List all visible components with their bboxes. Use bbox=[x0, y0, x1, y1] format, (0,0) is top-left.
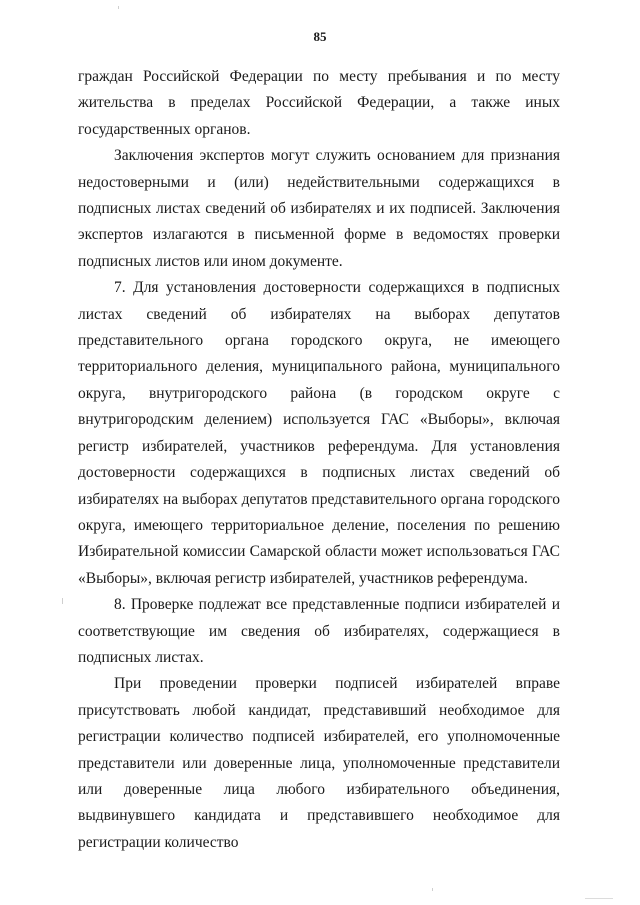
paragraph-verification-attendance: При проведении проверки подписей избирателей вправе присутствовать любой кандидат, представивший необходимое для регистрации количество подписей избирателей, его уполномоченные представители или доверенные лица, уполномоченные представители или доверенные лица любого избирательного объединения, выдвинувшего кандидата и представившего необходимое для регистрации количество bbox=[78, 675, 560, 851]
paragraph-expert-conclusions: Заключения экспертов могут служить основанием для признания недостоверными и (или) недействительными содержащихся в подписных листах сведений об избирателях и их подписей. Заключения экспертов излагаются в письменной форме в ведомостях проверки подписных листов или ином документе. bbox=[78, 147, 560, 270]
paragraph-item-7: 7. Для установления достоверности содержащихся в подписных листах сведений об избирателях на выборах депутатов представительного органа городского округа, не имеющего территориального деления, муниципального района, муниципального округа, внутригородского района (в городском округе с внутригородским делением) используется ГАС «Выборы», включая регистр избирателей, участников референдума. Для установления достоверности содержащихся в подписных листах сведений об избирателях на выборах депутатов представительного органа городского округа, имеющего территориальное деление, поселения по решению Избирательной комиссии Самарской области может использоваться ГАС «Выборы», включая регистр избирателей, участников референдума. bbox=[78, 279, 560, 587]
scan-speck-bottom bbox=[432, 888, 433, 891]
page-number: 85 bbox=[313, 29, 327, 44]
scan-speck-corner bbox=[585, 898, 613, 899]
paragraph-item-8: 8. Проверке подлежат все представленные подписи избирателей и соответствующие им сведения об избирателях, содержащиеся в подписных листах. bbox=[78, 596, 560, 666]
scan-speck-left bbox=[62, 598, 63, 604]
paragraph-continuation: граждан Российской Федерации по месту пребывания и по месту жительства в пределах Российской Федерации, а также иных государственных органов. bbox=[78, 68, 560, 138]
body-text bbox=[78, 64, 560, 856]
scan-speck-top bbox=[118, 6, 119, 9]
